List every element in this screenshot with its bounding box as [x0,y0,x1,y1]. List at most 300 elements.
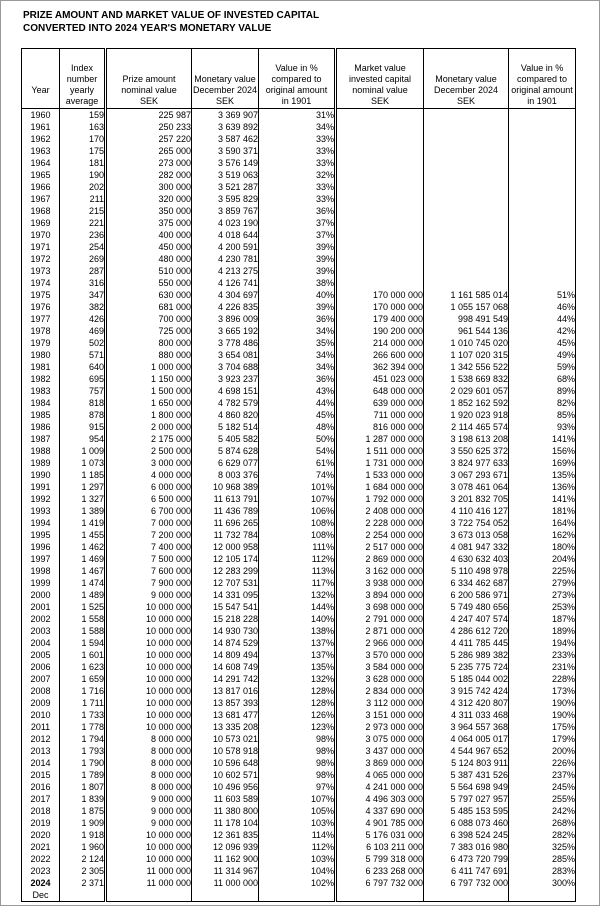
index-number-yearly-average-cell: 1 623 [60,661,106,673]
prize-monetary-value-dec-2024-sek-cell: 12 105 174 [192,553,259,565]
prize-value-pct-vs-1901-cell: 44% [259,397,336,409]
table-row-1967 [22,193,576,205]
market-monetary-value-dec-2024-sek-cell: 6 334 462 687 [424,577,509,589]
table-row-1998 [22,565,576,577]
prize-value-pct-vs-1901-cell: 33% [259,193,336,205]
prize-value-pct-vs-1901-cell: 103% [259,817,336,829]
index-number-yearly-average-cell: 175 [60,145,106,157]
prize-amount-nominal-sek-cell: 10 000 000 [106,853,192,865]
year-cell: 1970 [22,229,60,241]
prize-value-pct-vs-1901-cell: 106% [259,505,336,517]
year-cell: 1998 [22,565,60,577]
market-monetary-value-dec-2024-sek-cell: 4 312 420 807 [424,697,509,709]
prize-value-pct-vs-1901-cell: 33% [259,145,336,157]
market-monetary-value-dec-2024-sek-cell: 3 201 832 705 [424,493,509,505]
prize-value-pct-vs-1901-cell: 144% [259,601,336,613]
prize-value-pct-vs-1901-cell: 132% [259,589,336,601]
market-monetary-value-dec-2024-sek-cell: 3 673 013 058 [424,529,509,541]
prize-monetary-value-dec-2024-sek-cell: 5 874 628 [192,445,259,457]
market-value-pct-vs-1901-cell [509,193,576,205]
index-number-yearly-average-cell: 1 839 [60,793,106,805]
year-cell: 2003 [22,625,60,637]
market-value-pct-vs-1901-cell: 141% [509,433,576,445]
prize-value-pct-vs-1901-cell: 135% [259,661,336,673]
table-row-2014 [22,757,576,769]
market-value-invested-capital-nominal-sek-cell: 2 517 000 000 [336,541,424,553]
index-number-yearly-average-cell: 1 594 [60,637,106,649]
prize-monetary-value-dec-2024-sek-cell: 12 361 835 [192,829,259,841]
table-row-1978 [22,325,576,337]
prize-value-pct-vs-1901-cell: 50% [259,433,336,445]
prize-amount-nominal-sek-cell: 1 650 000 [106,397,192,409]
prize-monetary-value-dec-2024-sek-cell: 10 573 021 [192,733,259,745]
prize-amount-nominal-sek-cell: 250 233 [106,121,192,133]
market-monetary-value-dec-2024-sek-cell: 1 920 023 918 [424,409,509,421]
table-row-1968 [22,205,576,217]
prize-value-pct-vs-1901-cell: 111% [259,541,336,553]
prize-monetary-value-dec-2024-sek-cell: 3 369 907 [192,109,259,122]
table-row-2024 [22,877,576,902]
index-number-yearly-average-cell: 2 305 [60,865,106,877]
prize-monetary-value-dec-2024-sek-cell: 3 519 063 [192,169,259,181]
prize-monetary-value-dec-2024-sek-cell: 11 162 900 [192,853,259,865]
prize-value-pct-vs-1901-cell: 32% [259,169,336,181]
market-value-pct-vs-1901-cell [509,157,576,169]
year-cell: 2004 [22,637,60,649]
prize-monetary-value-dec-2024-sek-cell: 11 696 265 [192,517,259,529]
market-value-pct-vs-1901-cell: 42% [509,325,576,337]
prize-value-pct-vs-1901-cell: 36% [259,373,336,385]
market-value-invested-capital-nominal-sek-cell: 2 869 000 000 [336,553,424,565]
prize-monetary-value-dec-2024-sek-cell: 10 968 389 [192,481,259,493]
market-value-pct-vs-1901-cell: 283% [509,865,576,877]
index-number-yearly-average-cell: 571 [60,349,106,361]
market-value-pct-vs-1901-cell: 268% [509,817,576,829]
index-number-yearly-average-cell: 254 [60,241,106,253]
market-value-invested-capital-nominal-sek-cell: 4 337 690 000 [336,805,424,817]
index-number-yearly-average-cell: 163 [60,121,106,133]
market-monetary-value-dec-2024-sek-cell: 3 915 742 424 [424,685,509,697]
year-cell: 1981 [22,361,60,373]
market-monetary-value-dec-2024-sek-cell: 5 797 027 957 [424,793,509,805]
prize-amount-nominal-sek-cell: 6 000 000 [106,481,192,493]
market-monetary-value-dec-2024-sek-cell: 4 064 005 017 [424,733,509,745]
prize-amount-nominal-sek-cell: 8 000 000 [106,769,192,781]
table-row-1990 [22,469,576,481]
prize-monetary-value-dec-2024-sek-cell: 3 859 767 [192,205,259,217]
index-number-yearly-average-cell: 1 778 [60,721,106,733]
table-row-1999 [22,577,576,589]
col-header-index-number-yearly-average: Index number yearly average [60,49,106,109]
index-number-yearly-average-cell: 1 790 [60,757,106,769]
year-cell: 1993 [22,505,60,517]
prize-value-pct-vs-1901-cell: 39% [259,301,336,313]
index-number-yearly-average-cell: 236 [60,229,106,241]
market-value-invested-capital-nominal-sek-cell: 639 000 000 [336,397,424,409]
table-row-2022 [22,853,576,865]
market-value-invested-capital-nominal-sek-cell: 4 241 000 000 [336,781,424,793]
year-cell: 2015 [22,769,60,781]
table-row-1993 [22,505,576,517]
market-monetary-value-dec-2024-sek-cell: 4 411 785 445 [424,637,509,649]
prize-value-pct-vs-1901-cell: 108% [259,529,336,541]
year-cell: 1990 [22,469,60,481]
prize-monetary-value-dec-2024-sek-cell: 11 603 589 [192,793,259,805]
year-cell: 2014 [22,757,60,769]
market-monetary-value-dec-2024-sek-cell [424,121,509,133]
prize-monetary-value-dec-2024-sek-cell: 4 230 781 [192,253,259,265]
index-number-yearly-average-cell: 818 [60,397,106,409]
prize-value-pct-vs-1901-cell: 39% [259,241,336,253]
prize-amount-nominal-sek-cell: 10 000 000 [106,697,192,709]
prize-value-pct-vs-1901-cell: 40% [259,289,336,301]
year-cell: 1963 [22,145,60,157]
col-header-market-value-invested-capital-nominal-sek: Market value invested capital nominal value SEK [336,49,424,109]
market-value-invested-capital-nominal-sek-cell: 4 901 785 000 [336,817,424,829]
prize-value-pct-vs-1901-cell: 34% [259,349,336,361]
prize-monetary-value-dec-2024-sek-cell: 4 782 579 [192,397,259,409]
index-number-yearly-average-cell: 1 711 [60,697,106,709]
market-value-pct-vs-1901-cell: 242% [509,805,576,817]
table-row-2019 [22,817,576,829]
year-cell: 1982 [22,373,60,385]
year-cell: 2002 [22,613,60,625]
table-row-1973 [22,265,576,277]
table-row-2012 [22,733,576,745]
year-cell: 1975 [22,289,60,301]
market-value-invested-capital-nominal-sek-cell: 4 496 303 000 [336,793,424,805]
market-monetary-value-dec-2024-sek-cell: 961 544 136 [424,325,509,337]
year-cell: 2001 [22,601,60,613]
year-cell: 1999 [22,577,60,589]
prize-amount-nominal-sek-cell: 10 000 000 [106,661,192,673]
market-monetary-value-dec-2024-sek-cell: 5 235 775 724 [424,661,509,673]
index-number-yearly-average-cell: 2 124 [60,853,106,865]
index-number-yearly-average-cell: 915 [60,421,106,433]
index-number-yearly-average-cell: 1 588 [60,625,106,637]
prize-value-pct-vs-1901-cell: 113% [259,565,336,577]
prize-monetary-value-dec-2024-sek-cell: 12 707 531 [192,577,259,589]
prize-monetary-value-dec-2024-sek-cell: 3 587 462 [192,133,259,145]
market-value-invested-capital-nominal-sek-cell [336,205,424,217]
prize-value-pct-vs-1901-cell: 117% [259,577,336,589]
prize-value-pct-vs-1901-cell: 108% [259,517,336,529]
index-number-yearly-average-cell: 1 525 [60,601,106,613]
prize-monetary-value-dec-2024-sek-cell: 14 331 095 [192,589,259,601]
prize-value-pct-vs-1901-cell: 126% [259,709,336,721]
prize-amount-nominal-sek-cell: 375 000 [106,217,192,229]
year-cell: 1992 [22,493,60,505]
table-row-2005 [22,649,576,661]
index-number-yearly-average-cell: 1 467 [60,565,106,577]
prize-value-pct-vs-1901-cell: 128% [259,685,336,697]
market-value-pct-vs-1901-cell: 175% [509,721,576,733]
index-number-yearly-average-cell: 221 [60,217,106,229]
year-cell: 1994 [22,517,60,529]
prize-amount-nominal-sek-cell: 630 000 [106,289,192,301]
prize-value-pct-vs-1901-cell: 97% [259,781,336,793]
market-value-pct-vs-1901-cell: 228% [509,673,576,685]
table-row-2010 [22,709,576,721]
year-cell: 1986 [22,421,60,433]
prize-value-pct-vs-1901-cell: 37% [259,217,336,229]
year-cell: 2006 [22,661,60,673]
year-cell: 2018 [22,805,60,817]
market-value-pct-vs-1901-cell: 255% [509,793,576,805]
market-value-invested-capital-nominal-sek-cell: 5 176 031 000 [336,829,424,841]
market-value-pct-vs-1901-cell: 253% [509,601,576,613]
year-cell: 2016 [22,781,60,793]
prize-value-pct-vs-1901-cell: 138% [259,625,336,637]
market-value-pct-vs-1901-cell: 226% [509,757,576,769]
year-cell: 2005 [22,649,60,661]
prize-amount-nominal-sek-cell: 8 000 000 [106,781,192,793]
prize-value-pct-vs-1901-cell: 61% [259,457,336,469]
market-monetary-value-dec-2024-sek-cell: 5 564 698 949 [424,781,509,793]
market-value-invested-capital-nominal-sek-cell: 190 200 000 [336,325,424,337]
prize-amount-nominal-sek-cell: 273 000 [106,157,192,169]
prize-monetary-value-dec-2024-sek-cell: 10 602 571 [192,769,259,781]
prize-value-pct-vs-1901-cell: 128% [259,697,336,709]
prize-amount-nominal-sek-cell: 2 175 000 [106,433,192,445]
market-monetary-value-dec-2024-sek-cell: 3 550 625 372 [424,445,509,457]
year-cell: 1987 [22,433,60,445]
prize-monetary-value-dec-2024-sek-cell: 11 000 000 [192,877,259,902]
prize-amount-nominal-sek-cell: 681 000 [106,301,192,313]
table-row-1962 [22,133,576,145]
year-cell: 1971 [22,241,60,253]
market-monetary-value-dec-2024-sek-cell: 5 485 153 595 [424,805,509,817]
market-monetary-value-dec-2024-sek-cell [424,241,509,253]
prize-amount-nominal-sek-cell: 880 000 [106,349,192,361]
table-row-2018 [22,805,576,817]
market-value-pct-vs-1901-cell: 136% [509,481,576,493]
prize-value-pct-vs-1901-cell: 31% [259,109,336,122]
market-monetary-value-dec-2024-sek-cell [424,265,509,277]
market-value-pct-vs-1901-cell: 190% [509,697,576,709]
market-value-invested-capital-nominal-sek-cell [336,193,424,205]
index-number-yearly-average-cell: 1 807 [60,781,106,793]
index-number-yearly-average-cell: 1 073 [60,457,106,469]
table-row-1987 [22,433,576,445]
prize-amount-nominal-sek-cell: 10 000 000 [106,601,192,613]
prize-monetary-value-dec-2024-sek-cell: 12 000 958 [192,541,259,553]
prize-amount-nominal-sek-cell: 7 600 000 [106,565,192,577]
market-value-pct-vs-1901-cell: 245% [509,781,576,793]
index-number-yearly-average-cell: 1 794 [60,733,106,745]
prize-amount-nominal-sek-cell: 2 500 000 [106,445,192,457]
prize-monetary-value-dec-2024-sek-cell: 11 613 791 [192,493,259,505]
market-value-pct-vs-1901-cell: 237% [509,769,576,781]
market-value-invested-capital-nominal-sek-cell: 6 103 211 000 [336,841,424,853]
market-monetary-value-dec-2024-sek-cell [424,169,509,181]
year-cell: 1972 [22,253,60,265]
prize-amount-nominal-sek-cell: 1 150 000 [106,373,192,385]
prize-value-pct-vs-1901-cell: 54% [259,445,336,457]
market-monetary-value-dec-2024-sek-cell: 4 286 612 720 [424,625,509,637]
market-value-pct-vs-1901-cell: 156% [509,445,576,457]
prize-value-pct-vs-1901-cell: 37% [259,229,336,241]
market-value-invested-capital-nominal-sek-cell: 170 000 000 [336,289,424,301]
market-value-pct-vs-1901-cell: 93% [509,421,576,433]
table-row-1992 [22,493,576,505]
prize-value-pct-vs-1901-cell: 107% [259,793,336,805]
market-value-pct-vs-1901-cell: 285% [509,853,576,865]
index-number-yearly-average-cell: 2 371 [60,877,106,902]
market-value-pct-vs-1901-cell [509,109,576,122]
year-cell: 1965 [22,169,60,181]
index-number-yearly-average-cell: 1 960 [60,841,106,853]
prize-amount-nominal-sek-cell: 282 000 [106,169,192,181]
prize-amount-nominal-sek-cell: 6 500 000 [106,493,192,505]
market-monetary-value-dec-2024-sek-cell: 4 247 407 574 [424,613,509,625]
market-value-pct-vs-1901-cell [509,217,576,229]
market-value-pct-vs-1901-cell [509,265,576,277]
prize-value-pct-vs-1901-cell: 45% [259,409,336,421]
market-monetary-value-dec-2024-sek-cell [424,193,509,205]
header-row [22,49,576,109]
table-body [22,109,576,902]
prize-amount-nominal-sek-cell: 300 000 [106,181,192,193]
prize-value-pct-vs-1901-cell: 102% [259,877,336,902]
prize-amount-nominal-sek-cell: 10 000 000 [106,841,192,853]
index-number-yearly-average-cell: 159 [60,109,106,122]
prize-value-pct-vs-1901-cell: 39% [259,253,336,265]
index-number-yearly-average-cell: 1 875 [60,805,106,817]
prize-amount-nominal-sek-cell: 700 000 [106,313,192,325]
market-value-invested-capital-nominal-sek-cell: 648 000 000 [336,385,424,397]
prize-monetary-value-dec-2024-sek-cell: 13 681 477 [192,709,259,721]
year-cell: 1976 [22,301,60,313]
year-cell: 2013 [22,745,60,757]
prize-amount-nominal-sek-cell: 3 000 000 [106,457,192,469]
table-row-2013 [22,745,576,757]
market-monetary-value-dec-2024-sek-cell: 6 088 073 460 [424,817,509,829]
prize-amount-nominal-sek-cell: 225 987 [106,109,192,122]
market-value-invested-capital-nominal-sek-cell: 362 394 000 [336,361,424,373]
market-monetary-value-dec-2024-sek-cell [424,133,509,145]
year-cell: 2022 [22,853,60,865]
prize-monetary-value-dec-2024-sek-cell: 6 629 077 [192,457,259,469]
index-number-yearly-average-cell: 316 [60,277,106,289]
table-row-2021 [22,841,576,853]
market-value-pct-vs-1901-cell: 187% [509,613,576,625]
prize-amount-nominal-sek-cell: 800 000 [106,337,192,349]
table-row-1982 [22,373,576,385]
table-row-1961 [22,121,576,133]
market-value-invested-capital-nominal-sek-cell: 3 151 000 000 [336,709,424,721]
prize-monetary-value-dec-2024-sek-cell: 10 578 918 [192,745,259,757]
prize-value-pct-vs-1901-cell: 104% [259,865,336,877]
index-number-yearly-average-cell: 1 474 [60,577,106,589]
index-number-yearly-average-cell: 469 [60,325,106,337]
prize-amount-nominal-sek-cell: 480 000 [106,253,192,265]
market-monetary-value-dec-2024-sek-cell: 4 630 632 403 [424,553,509,565]
market-monetary-value-dec-2024-sek-cell: 3 198 613 208 [424,433,509,445]
index-number-yearly-average-cell: 211 [60,193,106,205]
market-value-pct-vs-1901-cell: 325% [509,841,576,853]
year-cell: 1978 [22,325,60,337]
table-row-1974 [22,277,576,289]
prize-monetary-value-dec-2024-sek-cell: 10 496 956 [192,781,259,793]
year-cell: 1980 [22,349,60,361]
table-row-1996 [22,541,576,553]
year-cell: 1964 [22,157,60,169]
market-value-pct-vs-1901-cell: 82% [509,397,576,409]
index-number-yearly-average-cell: 878 [60,409,106,421]
market-monetary-value-dec-2024-sek-cell: 4 544 967 652 [424,745,509,757]
prize-amount-nominal-sek-cell: 9 000 000 [106,805,192,817]
prize-value-pct-vs-1901-cell: 36% [259,313,336,325]
index-number-yearly-average-cell: 1 558 [60,613,106,625]
index-number-yearly-average-cell: 1 601 [60,649,106,661]
prize-value-pct-vs-1901-cell: 98% [259,757,336,769]
index-number-yearly-average-cell: 1 469 [60,553,106,565]
market-value-pct-vs-1901-cell: 164% [509,517,576,529]
table-row-2001 [22,601,576,613]
prize-value-pct-vs-1901-cell: 140% [259,613,336,625]
prize-amount-nominal-sek-cell: 6 700 000 [106,505,192,517]
market-value-invested-capital-nominal-sek-cell [336,217,424,229]
prize-amount-nominal-sek-cell: 257 220 [106,133,192,145]
prize-amount-nominal-sek-cell: 450 000 [106,241,192,253]
market-value-invested-capital-nominal-sek-cell [336,169,424,181]
year-cell: 2008 [22,685,60,697]
market-monetary-value-dec-2024-sek-cell: 5 110 498 978 [424,565,509,577]
market-value-invested-capital-nominal-sek-cell: 2 871 000 000 [336,625,424,637]
market-value-pct-vs-1901-cell: 89% [509,385,576,397]
year-cell: 2000 [22,589,60,601]
index-number-yearly-average-cell: 426 [60,313,106,325]
year-cell: 1968 [22,205,60,217]
market-value-invested-capital-nominal-sek-cell: 5 799 318 000 [336,853,424,865]
prize-value-pct-vs-1901-cell: 33% [259,157,336,169]
market-value-invested-capital-nominal-sek-cell: 3 112 000 000 [336,697,424,709]
market-monetary-value-dec-2024-sek-cell: 6 200 586 971 [424,589,509,601]
prize-monetary-value-dec-2024-sek-cell: 11 178 104 [192,817,259,829]
prize-monetary-value-dec-2024-sek-cell: 3 639 892 [192,121,259,133]
market-monetary-value-dec-2024-sek-cell: 5 124 803 911 [424,757,509,769]
prize-monetary-value-dec-2024-sek-cell: 13 857 393 [192,697,259,709]
table-row-2003 [22,625,576,637]
prize-amount-nominal-sek-cell: 10 000 000 [106,625,192,637]
year-cell: 2024 Dec [22,877,60,902]
table-row-1988 [22,445,576,457]
market-monetary-value-dec-2024-sek-cell: 3 078 461 064 [424,481,509,493]
market-value-invested-capital-nominal-sek-cell: 3 162 000 000 [336,565,424,577]
market-monetary-value-dec-2024-sek-cell: 4 311 033 468 [424,709,509,721]
table-row-1977 [22,313,576,325]
index-number-yearly-average-cell: 181 [60,157,106,169]
market-value-pct-vs-1901-cell: 68% [509,373,576,385]
prize-amount-nominal-sek-cell: 9 000 000 [106,793,192,805]
market-value-pct-vs-1901-cell: 173% [509,685,576,697]
prize-monetary-value-dec-2024-sek-cell: 3 704 688 [192,361,259,373]
market-value-pct-vs-1901-cell [509,253,576,265]
market-value-invested-capital-nominal-sek-cell: 3 628 000 000 [336,673,424,685]
prize-value-pct-vs-1901-cell: 107% [259,493,336,505]
year-cell: 1969 [22,217,60,229]
prize-value-pct-vs-1901-cell: 48% [259,421,336,433]
prize-amount-nominal-sek-cell: 7 400 000 [106,541,192,553]
year-cell: 1996 [22,541,60,553]
table-row-1986 [22,421,576,433]
table-row-1985 [22,409,576,421]
market-value-pct-vs-1901-cell: 45% [509,337,576,349]
prize-amount-nominal-sek-cell: 1 800 000 [106,409,192,421]
prize-monetary-value-dec-2024-sek-cell: 4 304 697 [192,289,259,301]
index-number-yearly-average-cell: 757 [60,385,106,397]
